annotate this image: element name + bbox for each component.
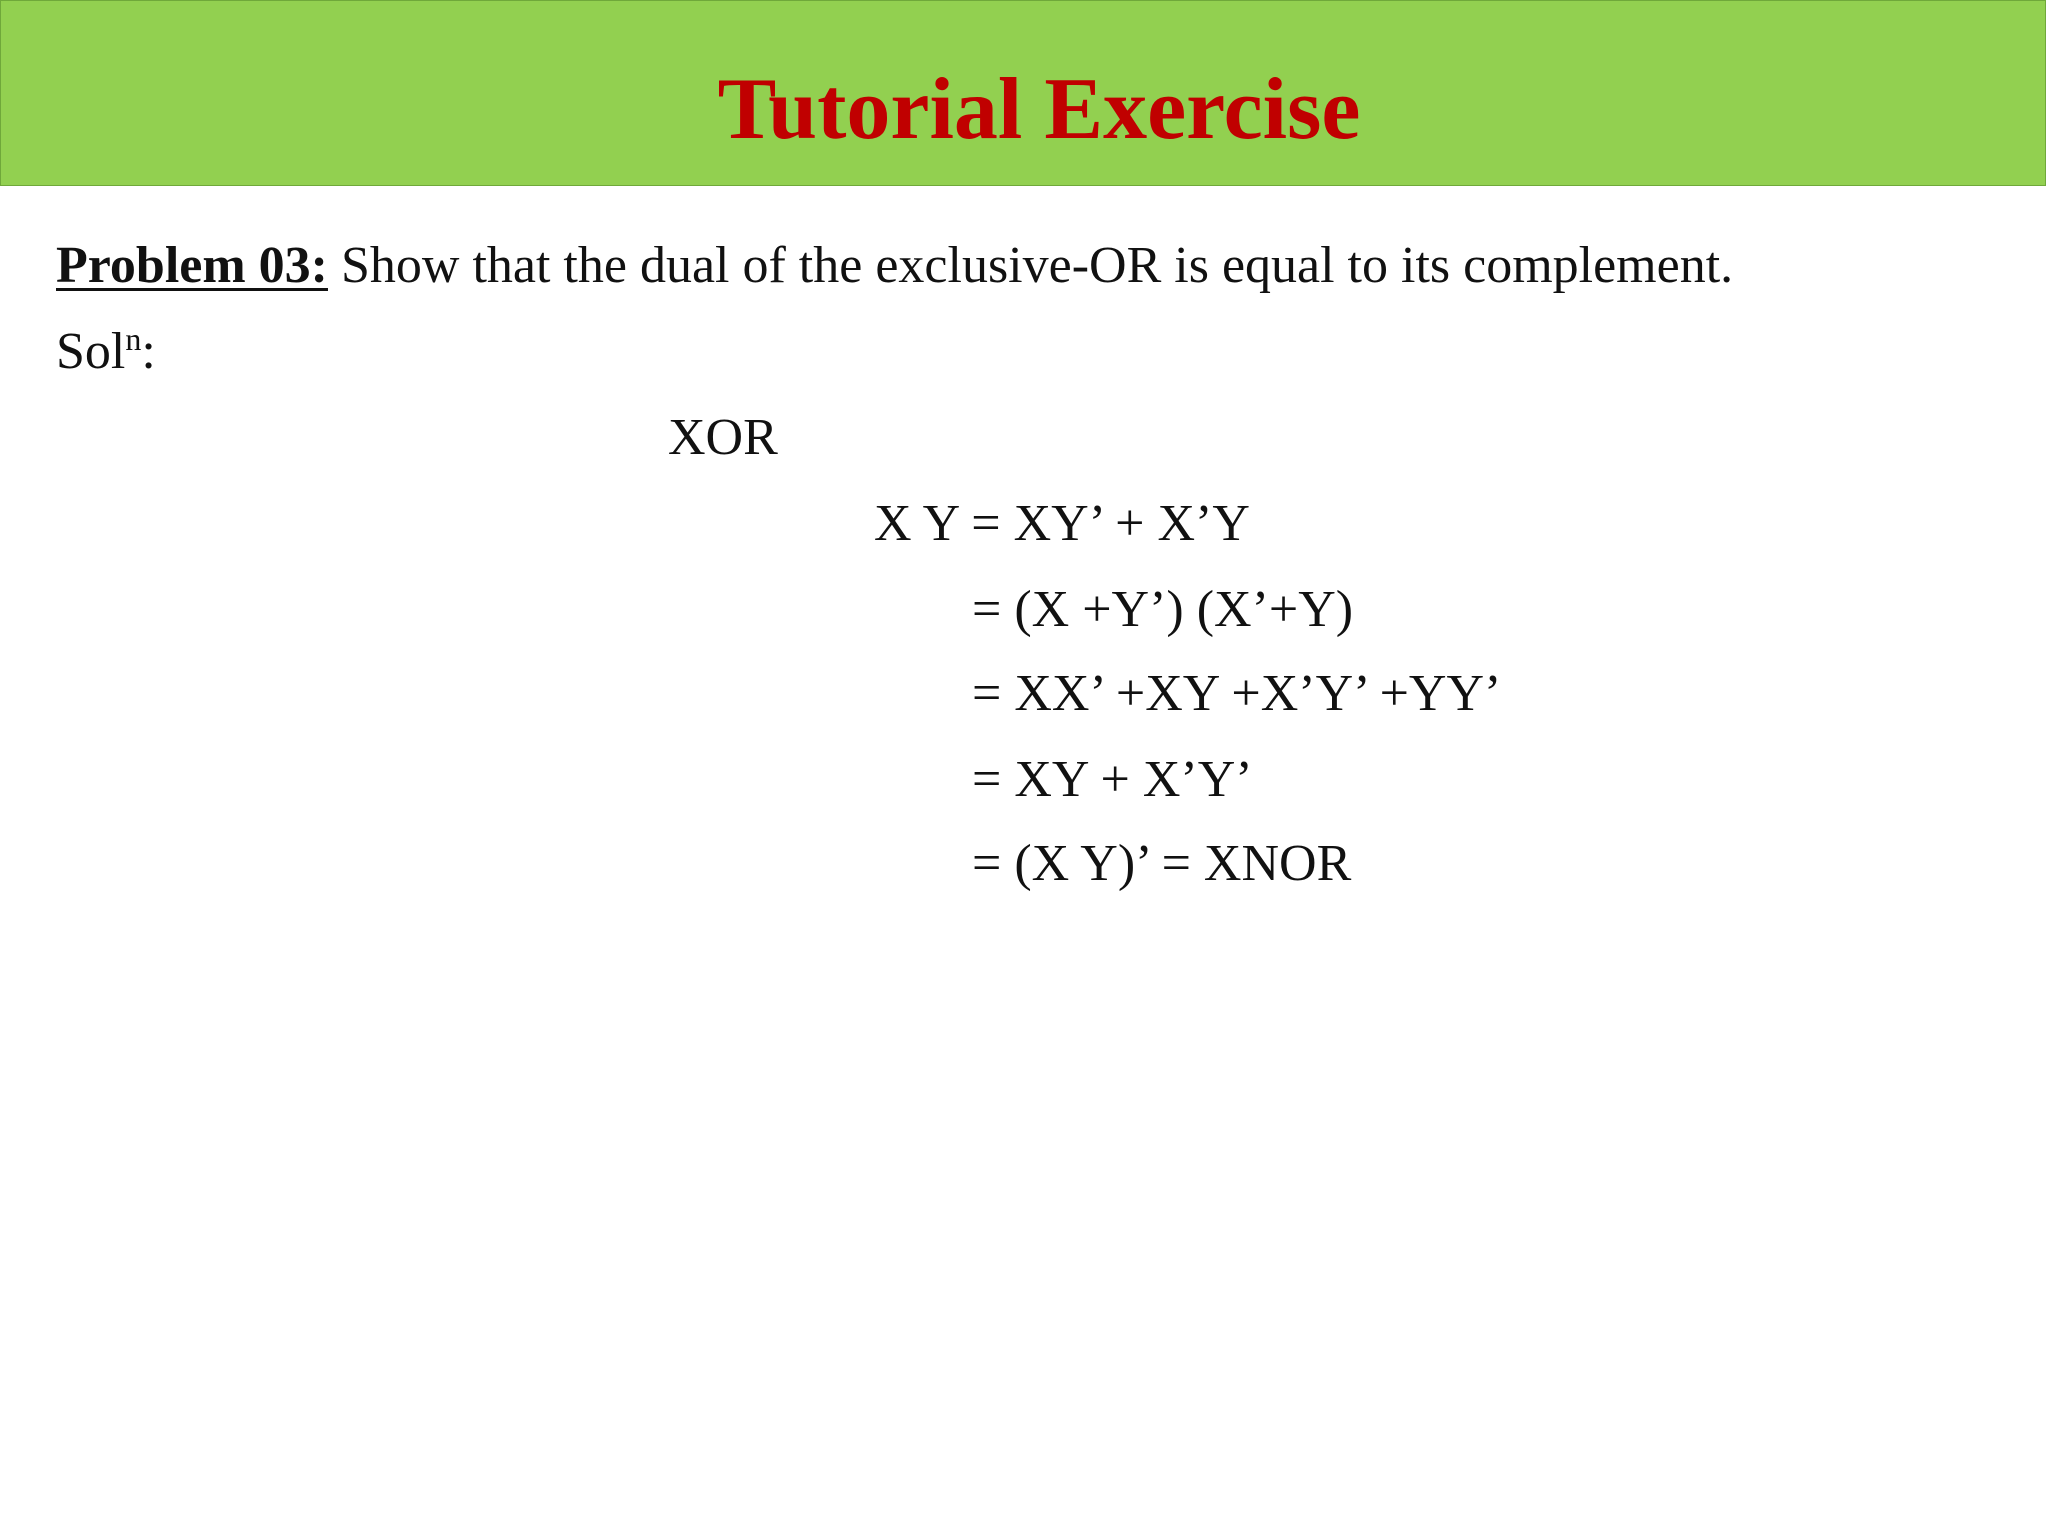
derivation-line-5: = (X Y)’ = XNOR — [972, 835, 1352, 892]
derivation-line-1: X Y = XY’ + X’Y — [874, 495, 1250, 552]
problem-statement — [56, 232, 1733, 300]
solution-label-main: Sol — [56, 323, 126, 380]
solution-label — [56, 318, 156, 386]
solution-label-colon: : — [141, 323, 156, 380]
derivation-line-4: = XY + X’Y’ — [972, 751, 1253, 808]
problem-text: Show that the dual of the exclusive-OR is equal to its complement. — [327, 237, 1734, 294]
derivation-line-3: = XX’ +XY +X’Y’ +YY’ — [972, 665, 1502, 722]
solution-label-superscript: n — [125, 321, 142, 357]
slide-title: Tutorial Exercise — [717, 61, 1361, 158]
derivation-line-2: = (X +Y’) (X’+Y) — [972, 581, 1354, 638]
derivation-heading: XOR — [668, 409, 778, 466]
problem-label: Problem 03: — [56, 237, 328, 294]
